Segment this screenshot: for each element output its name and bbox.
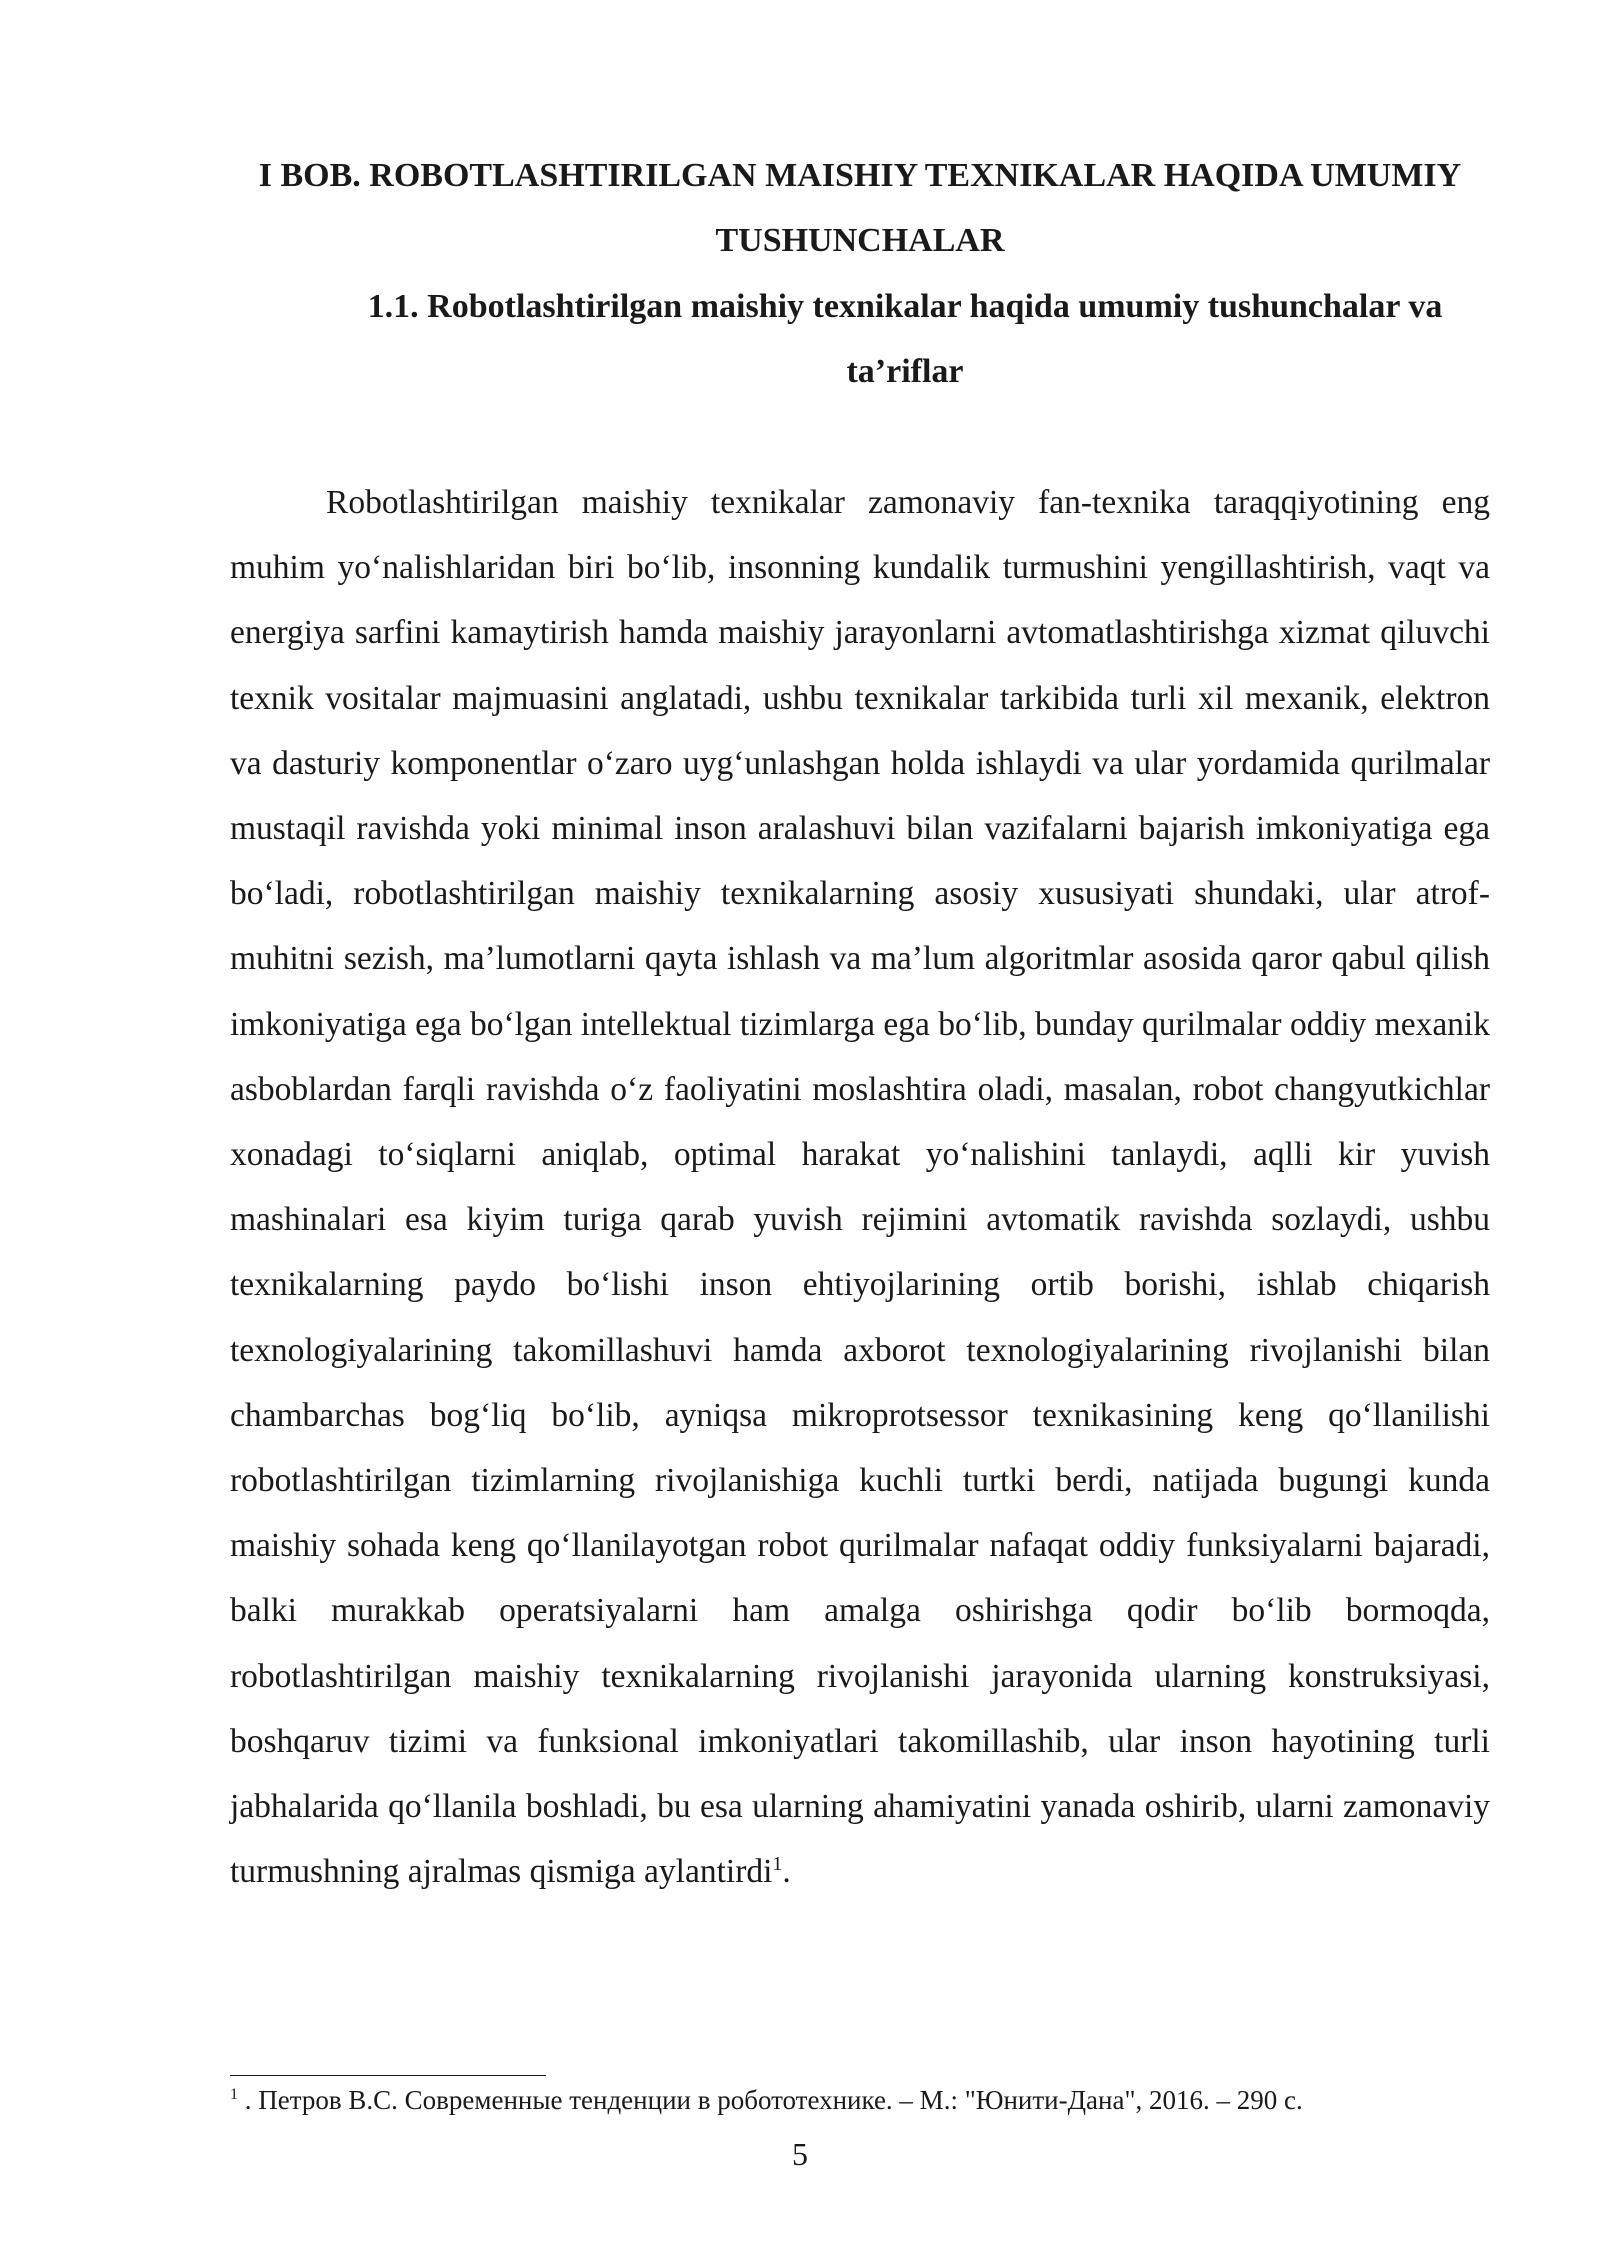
paragraph-text: Robotlashtirilgan maishiy texnikalar zamonaviy fan-texnika taraqqiyotining eng muhim yo‘nalishlaridan biri bo‘lib, insonning kundalik turmushini yengillashtirish, vaqt va energiya sarfini kamaytirish hamda maishiy jarayonlarni avtomatlashtirishga xizmat qiluvchi texnik vositalar majmuasini anglatadi, ushbu texnikalar tarkibida turli xil mexanik, elektron va dasturiy komponentlar o‘zaro uyg‘unlashgan holda ishlaydi va ular yordamida qurilmalar mustaqil ravishda yoki minimal inson aralashuvi bilan vazifalarni bajarish imkoniyatiga ega bo‘ladi, robotlashtirilgan maishiy texnikalarning asosiy xususiyati shundaki, ular atrof-muhitni sezish, ma’lumotlarni qayta ishlash va ma’lum algoritmlar asosida qaror qabul qilish imkoniyatiga ega bo‘lgan intellektual tizimlarga ega bo‘lib, bunday qurilmalar oddiy mexanik asboblardan farqli ravishda o‘z faoliyatini moslashtira oladi, masalan, robot changyutkichlar xonadagi to‘siqlarni aniqlab, optimal harakat yo‘nalishini tanlaydi, aqlli kir yuvish mashinalari esa kiyim turiga qarab yuvish rejimini avtomatik ravishda sozlaydi, ushbu texnikalarning paydo bo‘lishi inson ehtiyojlarining ortib borishi, ishlab chiqarish texnologiyalarining takomillashuvi hamda axborot texnologiyalarining rivojlanishi bilan chambarchas bog‘liq bo‘lib, ayniqsa mikroprotsessor texnikasining keng qo‘llanilishi robotlashtirilgan tizimlarning rivojlanishiga kuchli turtki berdi, natijada bugungi kunda maishiy sohada keng qo‘llanilayotgan robot qurilmalar nafaqat oddiy funksiyalarni bajaradi, balki murakkab operatsiyalarni ham amalga oshirishga qodir bo‘lib bormoqda, robotlashtirilgan maishiy texnikalarning rivojlanishi jarayonida ularning konstruksiyasi, boshqaruv tizimi va funksional imkoniyatlari takomillashib, ular inson hayotining turli jabhalarida qo‘llanila boshladi, bu esa ularning ahamiyatini yanada oshirib, ularni zamonaviy turmushning ajralmas qismiga aylantirdi [230, 484, 1490, 1891]
paragraph-end: . [782, 1853, 791, 1891]
footnote [230, 2080, 1490, 2120]
footnote-reference[interactable]: 1 [772, 1853, 783, 1876]
footnote-separator [230, 2075, 546, 2076]
chapter-title: I BOB. ROBOTLASHTIRILGAN MAISHIY TEXNIKALAR HAQIDA UMUMIY TUSHUNCHALAR [258, 157, 1462, 259]
page-number: 5 [792, 2136, 808, 2172]
footnote-marker: 1 [230, 2086, 238, 2103]
body-paragraph [230, 470, 1490, 1904]
section-title: 1.1. Robotlashtirilgan maishiy texnikalar haqida umumiy tushunchalar va ta’riflar [367, 288, 1443, 390]
footnote-text: . Петров В.С. Современные тенденции в робототехнике. – М.: "Юнити-Дана", 2016. – 290 с. [238, 2085, 1303, 2115]
